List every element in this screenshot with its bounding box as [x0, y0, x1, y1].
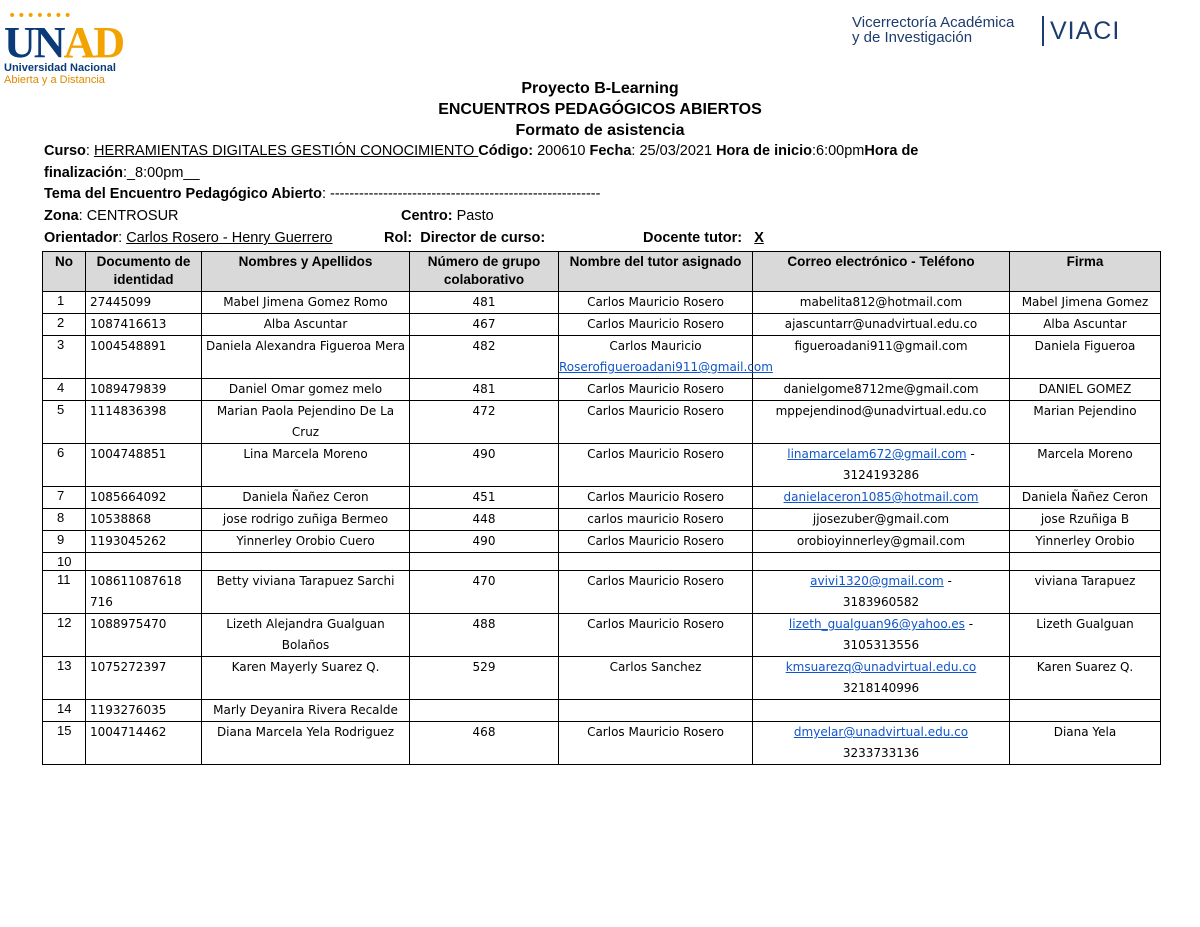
cell-document: [86, 379, 202, 401]
hora-inicio-label: Hora de inicio: [716, 143, 812, 159]
fecha-value: 25/03/2021: [639, 143, 713, 159]
cell-signature: [1010, 292, 1161, 314]
student-name: Daniel Omar gomez melo: [228, 382, 383, 396]
signature: viviana Tarapuez: [1034, 574, 1136, 588]
document-id: 10538868: [90, 512, 152, 526]
cell-group: [410, 401, 559, 444]
document-id: 1193276035: [90, 703, 167, 717]
cell-tutor: [559, 614, 753, 657]
cell-document: [86, 401, 202, 444]
cell-no: [43, 614, 86, 657]
document-id: 1004714462: [90, 725, 167, 739]
table-row: [43, 700, 1161, 722]
signature: Alba Ascuntar: [1043, 317, 1127, 331]
document-id: 108611087618 716: [90, 574, 182, 609]
cell-group: [410, 722, 559, 765]
group-number: 529: [472, 660, 496, 674]
attendance-table: [42, 251, 1161, 765]
document-id: 27445099: [90, 295, 152, 309]
cell-no: [43, 314, 86, 336]
cell-no: [43, 292, 86, 314]
student-name: Diana Marcela Yela Rodriguez: [216, 725, 395, 739]
signature: jose Rzuñiga B: [1040, 512, 1130, 526]
zona-label: Zona: [44, 208, 79, 224]
tutor-name: Carlos Mauricio Rosero: [587, 725, 724, 739]
cell-name: [202, 571, 410, 614]
rol-line: [384, 230, 545, 246]
table-row: [43, 487, 1161, 509]
codigo-label: Código:: [478, 143, 534, 159]
codigo-value: 200610: [537, 143, 586, 159]
row-number: 7: [57, 488, 65, 503]
cell-tutor: [559, 722, 753, 765]
signature: Daniela Figueroa: [1034, 339, 1136, 353]
cell-signature: [1010, 614, 1161, 657]
cell-group: [410, 509, 559, 531]
curso-label: Curso: [44, 143, 86, 159]
cell-email: [753, 553, 1010, 571]
topic-line: [44, 186, 600, 202]
group-number: 451: [472, 490, 496, 504]
cell-name: [202, 314, 410, 336]
student-name: Daniela Alexandra Figueroa Mera: [205, 339, 406, 353]
cell-group: [410, 614, 559, 657]
row-number: 10: [57, 554, 72, 569]
project-title: Proyecto B-Learning: [521, 80, 679, 97]
table-row: [43, 314, 1161, 336]
tutor-name: Carlos Mauricio Rosero: [587, 490, 724, 504]
row-number: 3: [57, 337, 65, 352]
cell-name: [202, 553, 410, 571]
col-header-grupo: Número de grupo colaborativo: [410, 252, 559, 292]
center-line: [401, 208, 494, 224]
cell-no: [43, 401, 86, 444]
cell-signature: [1010, 379, 1161, 401]
cell-name: [202, 700, 410, 722]
signature: Diana Yela: [1053, 725, 1117, 739]
docente-label: Docente tutor:: [643, 230, 743, 246]
table-row: [43, 379, 1161, 401]
cell-signature: [1010, 657, 1161, 700]
cell-email: [753, 379, 1010, 401]
col-header-nombres: Nombres y Apellidos: [202, 252, 410, 292]
phone-number: 3124193286: [842, 468, 920, 482]
col-header-correo: Correo electrónico - Teléfono: [753, 252, 1010, 292]
cell-group: [410, 531, 559, 553]
row-number: 8: [57, 510, 65, 525]
cell-no: [43, 531, 86, 553]
cell-no: [43, 722, 86, 765]
cell-no: [43, 487, 86, 509]
cell-document: [86, 614, 202, 657]
tutor-name: Carlos Mauricio Rosero: [587, 404, 724, 418]
group-number: 481: [472, 382, 496, 396]
docente-value: X: [754, 230, 764, 246]
table-row: [43, 553, 1161, 571]
group-number: 482: [472, 339, 496, 353]
group-number: 490: [472, 534, 496, 548]
phone-number: 3218140996: [842, 681, 920, 695]
cell-email: [753, 336, 1010, 379]
cell-tutor: [559, 379, 753, 401]
tutor-name: Carlos Mauricio: [609, 339, 702, 353]
signature: Lizeth Gualguan: [1036, 617, 1134, 631]
fecha-label: Fecha: [589, 143, 632, 159]
row-number: 6: [57, 445, 65, 460]
cell-no: [43, 657, 86, 700]
group-number: 468: [472, 725, 496, 739]
viaci-acronym: VIACI: [1050, 17, 1121, 45]
row-number: 4: [57, 380, 65, 395]
student-name: Lina Marcela Moreno: [243, 447, 368, 461]
table-row: [43, 571, 1161, 614]
cell-name: [202, 614, 410, 657]
tutor-name: Carlos Mauricio Rosero: [587, 295, 724, 309]
table-row: [43, 444, 1161, 487]
cell-signature: [1010, 336, 1161, 379]
cell-group: [410, 553, 559, 571]
group-number: 488: [472, 617, 496, 631]
table-row: [43, 509, 1161, 531]
student-name: Marian Paola Pejendino De La Cruz: [216, 404, 395, 439]
row-number: 2: [57, 315, 65, 330]
row-number: 15: [57, 723, 72, 738]
student-name: Yinnerley Orobio Cuero: [236, 534, 375, 548]
email-link[interactable]: kmsuarezq@unadvirtual.edu.co: [785, 660, 977, 674]
cell-no: [43, 336, 86, 379]
cell-no: [43, 509, 86, 531]
email-text: jjosezuber@gmail.com: [812, 512, 950, 526]
email-link[interactable]: dmyelar@unadvirtual.edu.co: [793, 725, 969, 739]
tutor-name: Carlos Mauricio Rosero: [587, 574, 724, 588]
cell-group: [410, 487, 559, 509]
rol-label: Rol:: [384, 230, 413, 246]
tutor-name: carlos mauricio Rosero: [587, 512, 724, 526]
signature: Marcela Moreno: [1037, 447, 1133, 461]
centro-value: Pasto: [456, 208, 494, 224]
cell-document: [86, 509, 202, 531]
document-id: 1089479839: [90, 382, 167, 396]
cell-tutor: [559, 336, 773, 379]
cell-email: [753, 700, 1010, 722]
cell-signature: [1010, 700, 1161, 722]
cell-signature: [1010, 531, 1161, 553]
cell-document: [86, 314, 202, 336]
col-header-no: No: [43, 252, 86, 292]
zona-value: : CENTROSUR: [78, 208, 179, 224]
email-text: danielgome8712me@gmail.com: [783, 382, 979, 396]
cell-no: [43, 553, 86, 571]
cell-tutor: [559, 401, 753, 444]
table-row: [43, 292, 1161, 314]
cell-tutor: [559, 700, 753, 722]
table-row: [43, 531, 1161, 553]
tutor-email-link[interactable]: Roserofigueroadani911@gmail.com: [559, 360, 773, 374]
cell-group: [410, 571, 559, 614]
cell-name: [202, 379, 410, 401]
cell-email: [753, 292, 1010, 314]
col-header-firma: Firma: [1010, 252, 1161, 292]
phone-number: 3183960582: [842, 595, 920, 609]
centro-label: Centro:: [401, 208, 453, 224]
cell-no: [43, 444, 86, 487]
row-number: 5: [57, 402, 65, 417]
document-id: 1087416613: [90, 317, 167, 331]
student-name: Lizeth Alejandra Gualguan Bolaños: [226, 617, 385, 652]
cell-tutor: [559, 444, 753, 487]
cell-signature: [1010, 571, 1161, 614]
email-link[interactable]: danielaceron1085@hotmail.com: [783, 490, 979, 504]
cell-email: [753, 487, 1010, 509]
cell-tutor: [559, 314, 753, 336]
cell-group: [410, 292, 559, 314]
cell-document: [86, 531, 202, 553]
logo-dots-icon: •••••••: [8, 8, 73, 24]
tutor-name: Carlos Mauricio Rosero: [587, 617, 724, 631]
cell-signature: [1010, 722, 1161, 765]
email-text: orobioyinnerley@gmail.com: [796, 534, 966, 548]
tutor-name: Carlos Mauricio Rosero: [587, 447, 724, 461]
cell-tutor: [559, 487, 753, 509]
table-row: [43, 336, 1161, 379]
cell-no: [43, 571, 86, 614]
hora-fin-value: :_8:00pm__: [122, 165, 200, 181]
cell-group: [410, 657, 559, 700]
cell-tutor: [559, 531, 753, 553]
cell-email: linamarcelam672@gmail.com - 3124193286: [753, 444, 1010, 487]
signature: DANIEL GOMEZ: [1038, 382, 1132, 396]
document-id: 1085664092: [90, 490, 167, 504]
row-number: 11: [57, 572, 71, 587]
document-id: 1004748851: [90, 447, 167, 461]
unad-logo-line2: Abierta y a Distancia: [4, 74, 105, 86]
table-row: [43, 722, 1161, 765]
col-header-documento: Documento de identidad: [86, 252, 202, 292]
student-name: Alba Ascuntar: [263, 317, 348, 331]
page-title: ENCUENTROS PEDAGÓGICOS ABIERTOS: [438, 101, 762, 118]
document-id: 1088975470: [90, 617, 167, 631]
cell-name: [202, 401, 410, 444]
document-id: 1075272397: [90, 660, 167, 674]
tutor-name: Carlos Mauricio Rosero: [587, 317, 724, 331]
group-number: 481: [472, 295, 496, 309]
page-subtitle: Formato de asistencia: [515, 122, 685, 139]
viaci-logo: [852, 14, 1132, 50]
cell-signature: [1010, 401, 1161, 444]
zone-line: [44, 208, 179, 224]
group-number: 448: [472, 512, 496, 526]
tutor-name: Carlos Sanchez: [609, 660, 702, 674]
table-row: [43, 657, 1161, 700]
viaci-line2: y de Investigación: [852, 29, 973, 46]
document-id: 1114836398: [90, 404, 167, 418]
email-link[interactable]: linamarcelam672@gmail.com: [787, 447, 967, 461]
phone-number: 3233733136: [842, 746, 920, 760]
hora-inicio-value: 6:00pm: [816, 143, 865, 159]
cell-tutor: [559, 553, 753, 571]
email-text: mabelita812@hotmail.com: [799, 295, 963, 309]
curso-value: HERRAMIENTAS DIGITALES GESTIÓN CONOCIMIENTO: [93, 143, 479, 159]
cell-document: [86, 444, 202, 487]
end-time-line: [44, 165, 200, 181]
docente-line: [643, 230, 764, 246]
tema-value: : --------------------------------------------------------: [321, 186, 601, 202]
table-header-row: [43, 252, 1161, 292]
hora-fin-label-1: Hora de: [864, 143, 919, 159]
unad-logo-text: UNAD: [4, 18, 124, 67]
group-number: 490: [472, 447, 496, 461]
cell-tutor: [559, 657, 753, 700]
row-number: 14: [57, 701, 72, 716]
cell-document: [86, 336, 202, 379]
tema-label: Tema del Encuentro Pedagógico Abierto: [44, 186, 322, 202]
cell-document: [86, 571, 202, 614]
table-row: [43, 614, 1161, 657]
cell-email: [753, 531, 1010, 553]
email-text: ajascuntarr@unadvirtual.edu.co: [784, 317, 978, 331]
student-name: Mabel Jimena Gomez Romo: [223, 295, 388, 309]
signature: Karen Suarez Q.: [1036, 660, 1134, 674]
cell-document: [86, 722, 202, 765]
student-name: Betty viviana Tarapuez Sarchi: [216, 574, 395, 588]
director-label: Director de curso:: [420, 230, 546, 246]
cell-document: [86, 657, 202, 700]
cell-no: [43, 379, 86, 401]
row-number: 9: [57, 532, 65, 547]
student-name: Daniela Ñañez Ceron: [242, 490, 369, 504]
tutor-name: Carlos Mauricio Rosero: [587, 534, 724, 548]
group-number: 472: [472, 404, 496, 418]
cell-email: [753, 509, 1010, 531]
course-line: Curso: HERRAMIENTAS DIGITALES GESTIÓN CONOCIMIENTO Código: 200610 Fecha: 25/03/2021 Hora de inicio:6:00pmHora de: [44, 143, 919, 159]
col-header-tutor: Nombre del tutor asignado: [559, 252, 753, 292]
cell-email: lizeth_gualguan96@yahoo.es - 3105313556: [753, 614, 1010, 657]
cell-email: [753, 722, 1010, 765]
cell-tutor: [559, 292, 753, 314]
signature: Daniela Ñañez Ceron: [1021, 490, 1149, 504]
email-text: mppejendinod@unadvirtual.edu.co: [775, 404, 987, 418]
orientador-line: Orientador: Carlos Rosero - Henry Guerrero: [44, 230, 333, 246]
viaci-line1: Vicerrectoría Académica: [852, 14, 1015, 31]
cell-name: [202, 509, 410, 531]
cell-email: [753, 314, 1010, 336]
row-number: 12: [57, 615, 72, 630]
row-number: 1: [57, 293, 65, 308]
cell-email: [753, 657, 1010, 700]
student-name: Marly Deyanira Rivera Recalde: [213, 703, 398, 717]
cell-signature: [1010, 553, 1161, 571]
student-name: Karen Mayerly Suarez Q.: [231, 660, 380, 674]
cell-email: [753, 401, 1010, 444]
email-link[interactable]: avivi1320@gmail.com: [810, 574, 944, 588]
signature: Yinnerley Orobio: [1035, 534, 1135, 548]
student-name: jose rodrigo zuñiga Bermeo: [222, 512, 389, 526]
cell-name: [202, 722, 410, 765]
cell-name: [202, 444, 410, 487]
unad-logo: [2, 8, 142, 86]
tutor-name: Carlos Mauricio Rosero: [587, 382, 724, 396]
table-row: [43, 401, 1161, 444]
group-number: 470: [472, 574, 496, 588]
cell-document: [86, 487, 202, 509]
signature: Mabel Jimena Gomez: [1021, 295, 1149, 309]
cell-document: [86, 292, 202, 314]
phone-number: 3105313556: [842, 638, 920, 652]
cell-group: [410, 379, 559, 401]
viaci-divider: [1042, 16, 1044, 46]
cell-signature: [1010, 509, 1161, 531]
row-number: 13: [57, 658, 72, 673]
cell-email: avivi1320@gmail.com - 3183960582: [753, 571, 1010, 614]
cell-tutor: [559, 571, 753, 614]
document-id: 1004548891: [90, 339, 167, 353]
cell-tutor: [559, 509, 753, 531]
orientador-value: Carlos Rosero - Henry Guerrero: [126, 230, 333, 246]
cell-name: [202, 657, 410, 700]
hora-fin-label-2: finalización: [44, 165, 123, 181]
cell-document: [86, 553, 202, 571]
cell-name: [202, 292, 410, 314]
cell-group: [410, 444, 559, 487]
email-text: figueroadani911@gmail.com: [794, 339, 968, 353]
cell-signature: [1010, 314, 1161, 336]
cell-name: [202, 531, 410, 553]
cell-signature: [1010, 487, 1161, 509]
cell-group: [410, 700, 559, 722]
unad-logo-line1: Universidad Nacional: [4, 62, 116, 74]
cell-group: [410, 314, 559, 336]
document-id: 1193045262: [90, 534, 167, 548]
cell-group: [410, 336, 559, 379]
cell-name: [202, 487, 410, 509]
cell-signature: [1010, 444, 1161, 487]
orientador-label: Orientador: [44, 230, 119, 246]
group-number: 467: [472, 317, 496, 331]
cell-document: [86, 700, 202, 722]
signature: Marian Pejendino: [1033, 404, 1137, 418]
cell-name: [202, 336, 410, 379]
email-link[interactable]: lizeth_gualguan96@yahoo.es: [788, 617, 965, 631]
cell-no: [43, 700, 86, 722]
